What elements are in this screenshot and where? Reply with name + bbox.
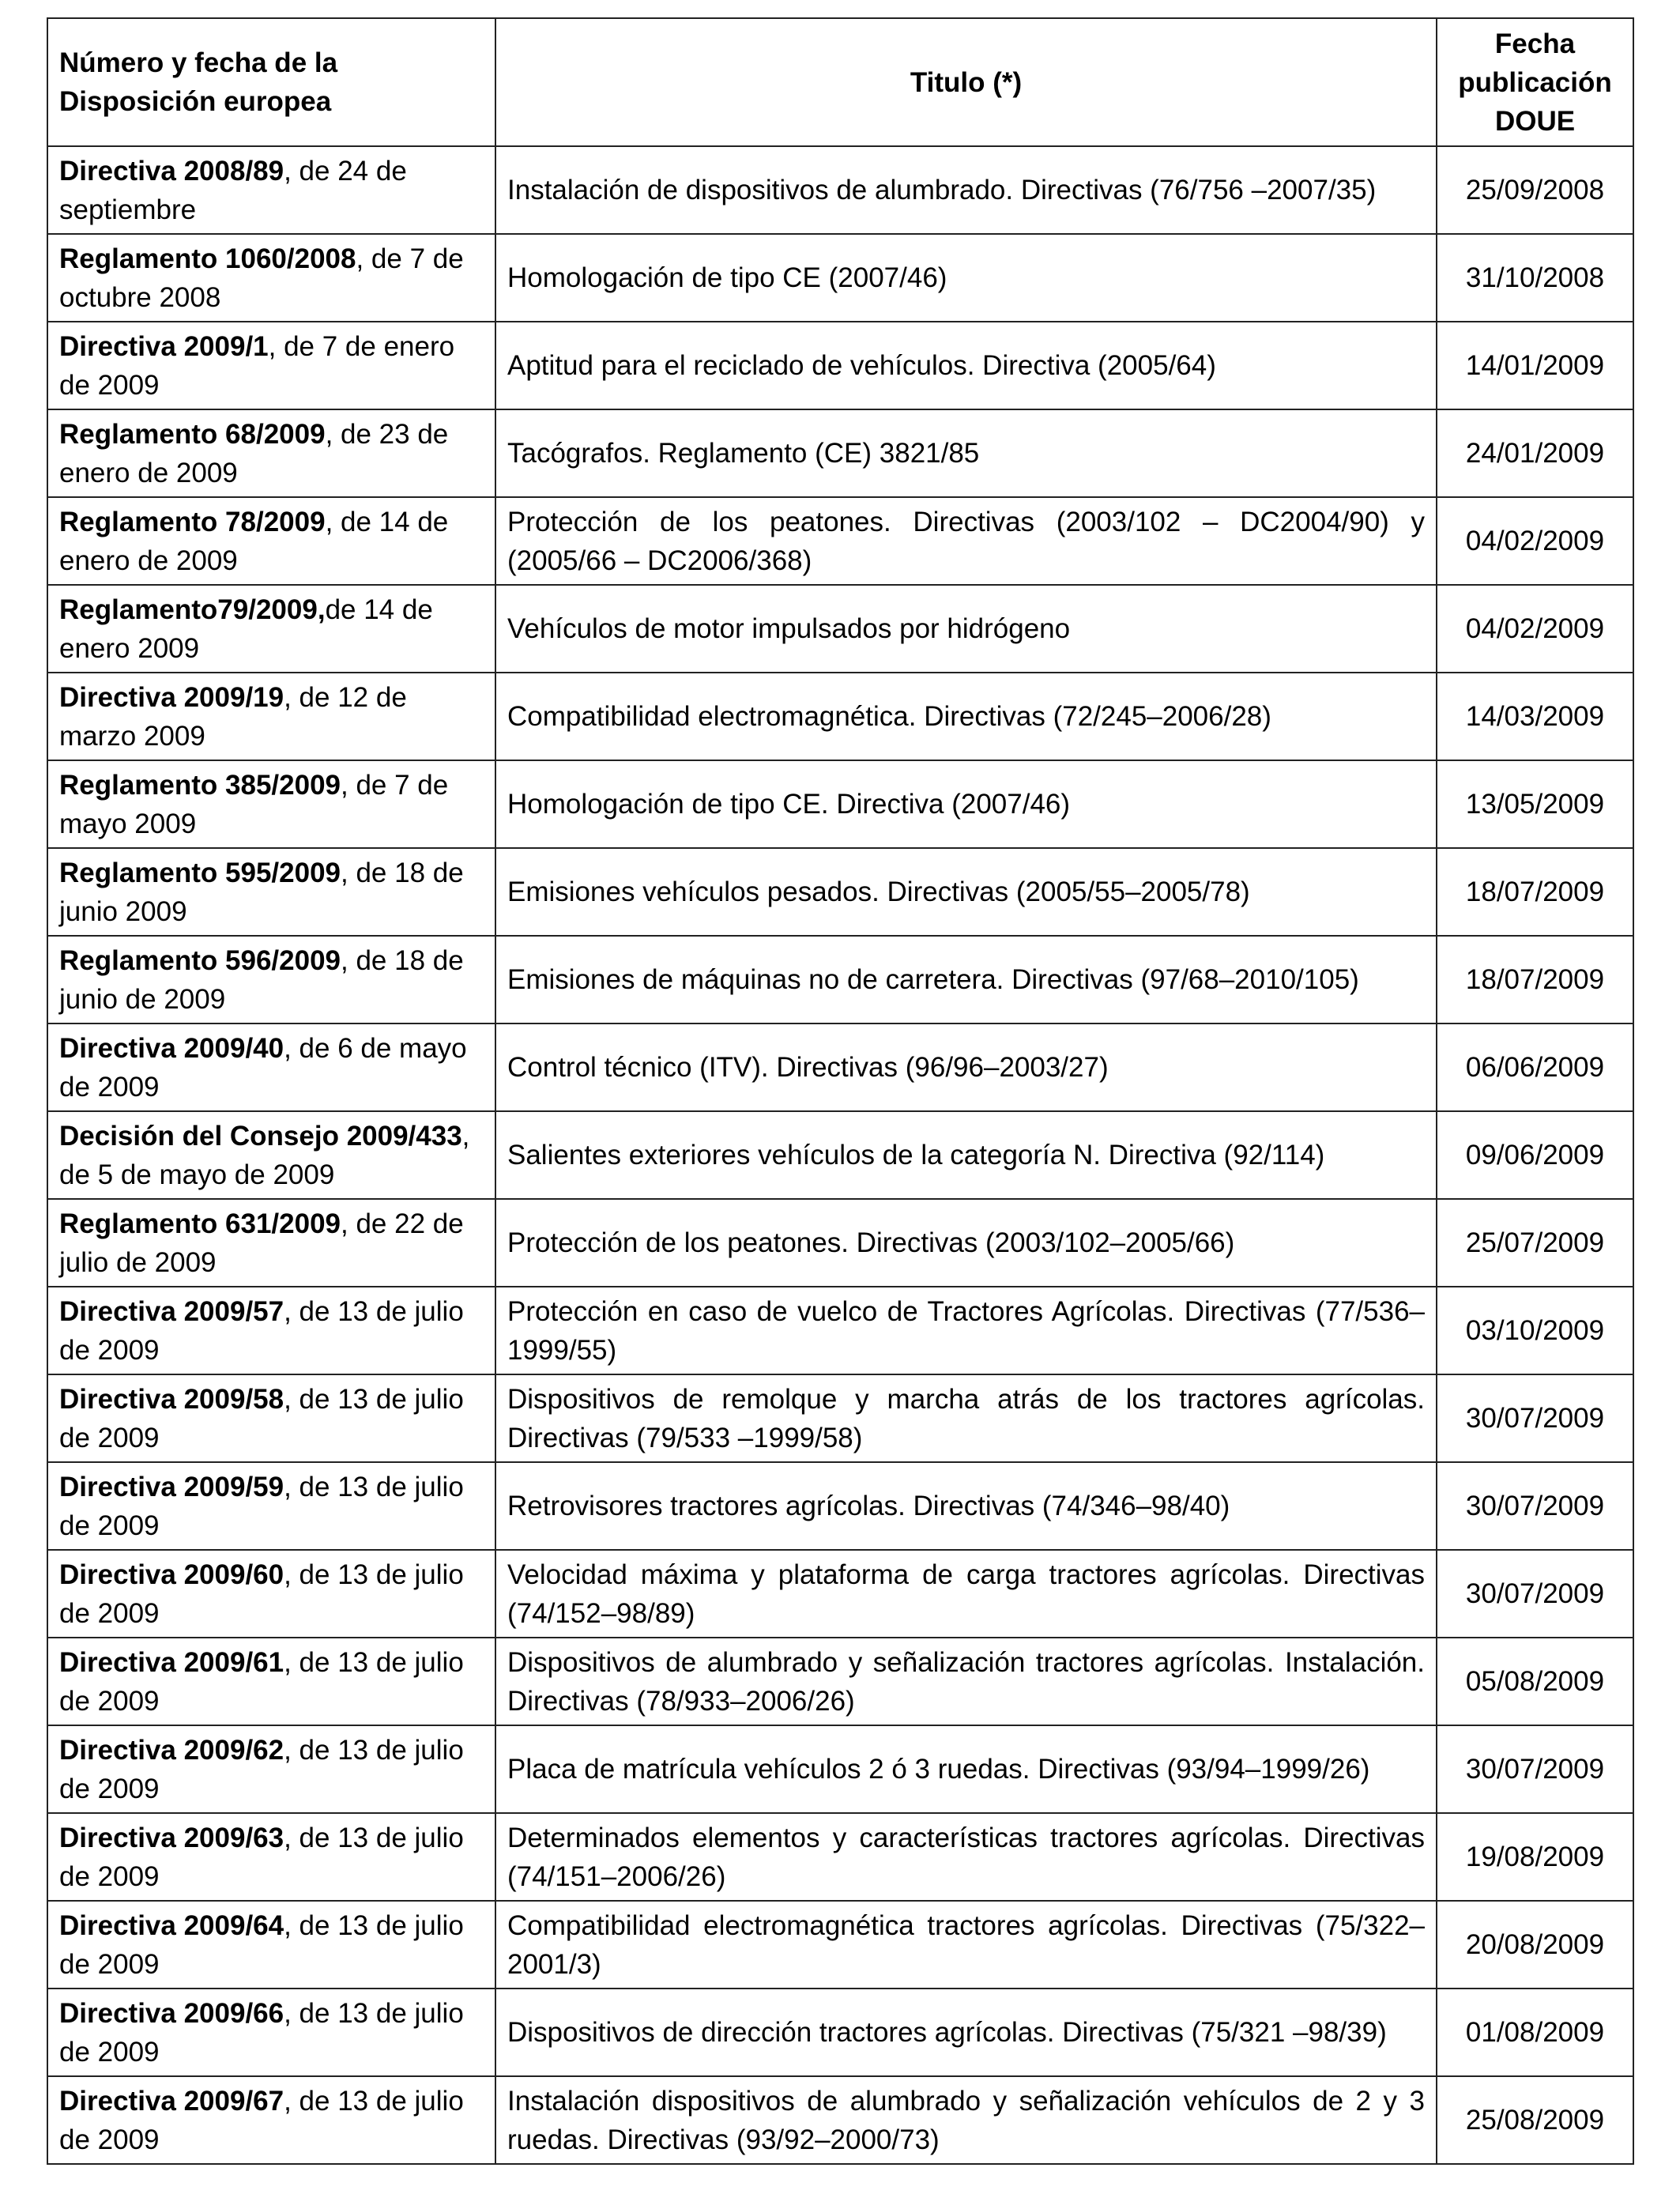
- fecha-cell: 30/07/2009: [1437, 1725, 1633, 1813]
- disposicion-id: Reglamento 385/2009: [59, 769, 341, 801]
- titulo-cell: Determinados elementos y características tractores agrícolas. Directivas (74/151–2006/26): [495, 1813, 1437, 1901]
- disposicion-cell: [47, 322, 495, 409]
- disposicion-date-text: , de 7 de enero de 2009: [59, 330, 455, 401]
- disposicion-date-text: , de 13 de julio de 2009: [59, 1909, 464, 1980]
- titulo-cell: Salientes exteriores vehículos de la categoría N. Directiva (92/114): [495, 1111, 1437, 1199]
- disposicion-id: Reglamento79/2009,: [59, 594, 326, 625]
- disposicion-date-text: , de 18 de junio 2009: [59, 857, 464, 927]
- fecha-cell: 04/02/2009: [1437, 585, 1633, 673]
- table-row: [47, 2076, 1633, 2164]
- titulo-cell: Instalación dispositivos de alumbrado y señalización vehículos de 2 y 3 ruedas. Directivas (93/92–2000/73): [495, 2076, 1437, 2164]
- fecha-cell: 25/08/2009: [1437, 2076, 1633, 2164]
- titulo-cell: Vehículos de motor impulsados por hidrógeno: [495, 585, 1437, 673]
- table-row: [47, 1023, 1633, 1111]
- table-row: [47, 1550, 1633, 1638]
- disposicion-cell: [47, 1550, 495, 1638]
- header-fecha: Fecha publicación DOUE: [1437, 18, 1633, 146]
- table-row: [47, 1901, 1633, 1989]
- table-row: [47, 1199, 1633, 1287]
- disposicion-id: Reglamento 68/2009: [59, 418, 326, 450]
- titulo-cell: Emisiones vehículos pesados. Directivas (2005/55–2005/78): [495, 848, 1437, 936]
- disposicion-date-text: , de 13 de julio de 2009: [59, 1997, 464, 2068]
- table-row: [47, 848, 1633, 936]
- table-row: [47, 1813, 1633, 1901]
- disposicion-date-text: , de 13 de julio de 2009: [59, 1471, 464, 1541]
- disposicion-date-text: , de 13 de julio de 2009: [59, 1295, 464, 1366]
- titulo-cell: Aptitud para el reciclado de vehículos. Directiva (2005/64): [495, 322, 1437, 409]
- disposicion-date-text: , de 13 de julio de 2009: [59, 1383, 464, 1453]
- disposicion-cell: [47, 1462, 495, 1550]
- disposicion-id: Directiva 2009/63: [59, 1822, 284, 1853]
- disposicion-id: Directiva 2009/67: [59, 2085, 284, 2117]
- titulo-cell: Protección de los peatones. Directivas (2003/102–2005/66): [495, 1199, 1437, 1287]
- table-row: [47, 673, 1633, 760]
- disposicion-date-text: , de 24 de septiembre: [59, 155, 407, 225]
- table-row: [47, 146, 1633, 234]
- header-disposicion: Número y fecha de la Disposición europea: [47, 18, 495, 146]
- disposicion-id: Directiva 2009/64: [59, 1909, 284, 1941]
- fecha-cell: 30/07/2009: [1437, 1462, 1633, 1550]
- disposicion-id: Directiva 2009/57: [59, 1295, 284, 1327]
- disposicion-date-text: , de 6 de mayo de 2009: [59, 1032, 467, 1103]
- disposicion-date-text: , de 23 de enero de 2009: [59, 418, 449, 488]
- disposicion-cell: [47, 848, 495, 936]
- fecha-cell: 31/10/2008: [1437, 234, 1633, 322]
- fecha-cell: 18/07/2009: [1437, 848, 1633, 936]
- disposicion-cell: [47, 1199, 495, 1287]
- titulo-cell: Instalación de dispositivos de alumbrado. Directivas (76/756 –2007/35): [495, 146, 1437, 234]
- table-row: [47, 936, 1633, 1023]
- disposicion-date-text: , de 7 de mayo 2009: [59, 769, 449, 839]
- disposicion-id: Directiva 2009/40: [59, 1032, 284, 1064]
- titulo-cell: Retrovisores tractores agrícolas. Directivas (74/346–98/40): [495, 1462, 1437, 1550]
- disposicion-cell: [47, 1287, 495, 1374]
- disposicion-date-text: , de 13 de julio de 2009: [59, 1646, 464, 1717]
- header-row: [47, 18, 1633, 146]
- disposicion-cell: [47, 936, 495, 1023]
- disposicion-date-text: , de 7 de octubre 2008: [59, 243, 464, 313]
- disposicion-date-text: , de 5 de mayo de 2009: [59, 1120, 470, 1190]
- disposicion-id: Reglamento 631/2009: [59, 1208, 341, 1239]
- disposicion-date-text: , de 12 de marzo 2009: [59, 681, 407, 752]
- fecha-cell: 14/01/2009: [1437, 322, 1633, 409]
- fecha-cell: 04/02/2009: [1437, 497, 1633, 585]
- disposicion-cell: [47, 585, 495, 673]
- titulo-cell: Placa de matrícula vehículos 2 ó 3 ruedas. Directivas (93/94–1999/26): [495, 1725, 1437, 1813]
- fecha-cell: 13/05/2009: [1437, 760, 1633, 848]
- titulo-cell: Compatibilidad electromagnética. Directivas (72/245–2006/28): [495, 673, 1437, 760]
- fecha-cell: 30/07/2009: [1437, 1374, 1633, 1462]
- table-row: [47, 1989, 1633, 2076]
- disposicion-cell: [47, 2076, 495, 2164]
- table-row: [47, 409, 1633, 497]
- titulo-cell: Velocidad máxima y plataforma de carga tractores agrícolas. Directivas (74/152–98/89): [495, 1550, 1437, 1638]
- table-row: [47, 1287, 1633, 1374]
- disposicion-date-text: de 14 de enero 2009: [59, 594, 433, 664]
- titulo-cell: Emisiones de máquinas no de carretera. Directivas (97/68–2010/105): [495, 936, 1437, 1023]
- disposicion-id: Directiva 2009/59: [59, 1471, 284, 1502]
- disposicion-id: Reglamento 596/2009: [59, 944, 341, 976]
- header-titulo: Titulo (*): [495, 18, 1437, 146]
- disposicion-date-text: , de 14 de enero de 2009: [59, 506, 449, 576]
- fecha-cell: 18/07/2009: [1437, 936, 1633, 1023]
- disposicion-id: Directiva 2009/60: [59, 1559, 284, 1590]
- disposicion-cell: [47, 1725, 495, 1813]
- disposicion-cell: [47, 146, 495, 234]
- disposicion-id: Directiva 2009/61: [59, 1646, 284, 1678]
- disposicion-id: Decisión del Consejo 2009/433: [59, 1120, 462, 1152]
- disposiciones-table: [47, 17, 1634, 2165]
- disposicion-cell: [47, 1989, 495, 2076]
- table-body: [47, 146, 1633, 2164]
- titulo-cell: Homologación de tipo CE. Directiva (2007/46): [495, 760, 1437, 848]
- disposicion-date-text: , de 13 de julio de 2009: [59, 2085, 464, 2155]
- titulo-cell: Dispositivos de remolque y marcha atrás de los tractores agrícolas. Directivas (79/533 –1999/58): [495, 1374, 1437, 1462]
- fecha-cell: 03/10/2009: [1437, 1287, 1633, 1374]
- titulo-cell: Control técnico (ITV). Directivas (96/96–2003/27): [495, 1023, 1437, 1111]
- table-row: [47, 322, 1633, 409]
- fecha-cell: 20/08/2009: [1437, 1901, 1633, 1989]
- titulo-cell: Dispositivos de dirección tractores agrícolas. Directivas (75/321 –98/39): [495, 1989, 1437, 2076]
- disposicion-cell: [47, 1374, 495, 1462]
- fecha-cell: 24/01/2009: [1437, 409, 1633, 497]
- table-row: [47, 1374, 1633, 1462]
- table-row: [47, 585, 1633, 673]
- fecha-cell: 30/07/2009: [1437, 1550, 1633, 1638]
- disposicion-cell: [47, 497, 495, 585]
- disposicion-cell: [47, 673, 495, 760]
- disposicion-date-text: , de 18 de junio de 2009: [59, 944, 464, 1015]
- disposicion-cell: [47, 1111, 495, 1199]
- table-row: [47, 1462, 1633, 1550]
- fecha-cell: 06/06/2009: [1437, 1023, 1633, 1111]
- disposicion-cell: [47, 1638, 495, 1725]
- fecha-cell: 01/08/2009: [1437, 1989, 1633, 2076]
- disposicion-id: Reglamento 595/2009: [59, 857, 341, 888]
- fecha-cell: 25/07/2009: [1437, 1199, 1633, 1287]
- disposicion-id: Reglamento 78/2009: [59, 506, 326, 537]
- disposicion-cell: [47, 1901, 495, 1989]
- disposicion-id: Directiva 2009/66: [59, 1997, 284, 2029]
- disposicion-cell: [47, 234, 495, 322]
- table-row: [47, 1725, 1633, 1813]
- fecha-cell: 19/08/2009: [1437, 1813, 1633, 1901]
- disposicion-date-text: , de 13 de julio de 2009: [59, 1734, 464, 1804]
- disposicion-date-text: , de 13 de julio de 2009: [59, 1822, 464, 1892]
- titulo-cell: Protección en caso de vuelco de Tractores Agrícolas. Directivas (77/536–1999/55): [495, 1287, 1437, 1374]
- disposicion-id: Directiva 2009/1: [59, 330, 269, 362]
- disposicion-cell: [47, 1023, 495, 1111]
- fecha-cell: 14/03/2009: [1437, 673, 1633, 760]
- disposicion-date-text: , de 22 de julio de 2009: [59, 1208, 464, 1278]
- titulo-cell: Homologación de tipo CE (2007/46): [495, 234, 1437, 322]
- table-row: [47, 1111, 1633, 1199]
- table-row: [47, 760, 1633, 848]
- disposicion-date-text: , de 13 de julio de 2009: [59, 1559, 464, 1629]
- disposicion-cell: [47, 409, 495, 497]
- disposicion-cell: [47, 1813, 495, 1901]
- table-row: [47, 497, 1633, 585]
- titulo-cell: Dispositivos de alumbrado y señalización tractores agrícolas. Instalación. Directivas (78/933–2006/26): [495, 1638, 1437, 1725]
- fecha-cell: 09/06/2009: [1437, 1111, 1633, 1199]
- table-row: [47, 234, 1633, 322]
- fecha-cell: 05/08/2009: [1437, 1638, 1633, 1725]
- disposicion-id: Directiva 2009/19: [59, 681, 284, 713]
- disposicion-id: Directiva 2008/89: [59, 155, 284, 187]
- disposicion-id: Directiva 2009/58: [59, 1383, 284, 1415]
- fecha-cell: 25/09/2008: [1437, 146, 1633, 234]
- disposicion-id: Reglamento 1060/2008: [59, 243, 356, 274]
- titulo-cell: Tacógrafos. Reglamento (CE) 3821/85: [495, 409, 1437, 497]
- titulo-cell: Compatibilidad electromagnética tractores agrícolas. Directivas (75/322–2001/3): [495, 1901, 1437, 1989]
- disposicion-cell: [47, 760, 495, 848]
- disposicion-id: Directiva 2009/62: [59, 1734, 284, 1766]
- titulo-cell: Protección de los peatones. Directivas (2003/102 – DC2004/90) y (2005/66 – DC2006/368): [495, 497, 1437, 585]
- table-row: [47, 1638, 1633, 1725]
